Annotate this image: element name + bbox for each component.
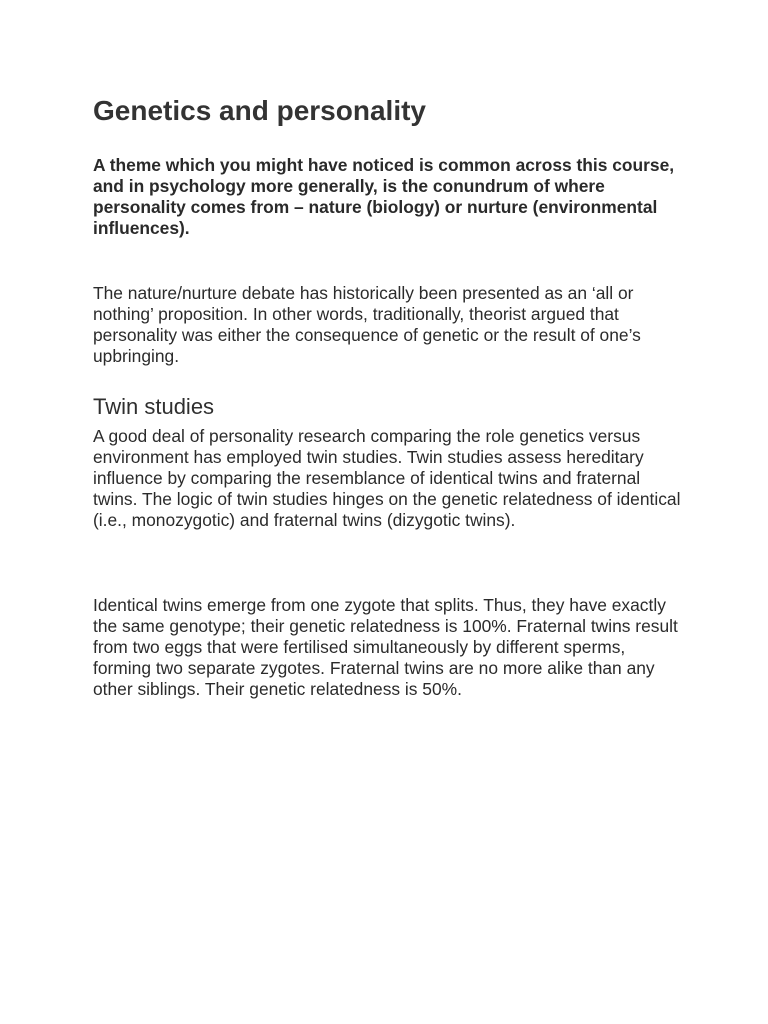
body-paragraph-twin-studies: A good deal of personality research comparing the role genetics versus environment has employed twin studies. Twin studies assess hereditary influence by comparing the resemblance of identical twins and fraternal twins. The logic of twin studies hinges on the genetic relatedness of identical (i.e., monozygotic) and fraternal twins (dizygotic twins). xyxy=(93,426,681,530)
section-heading-twin-studies: Twin studies xyxy=(93,394,215,419)
page-title: Genetics and personality xyxy=(93,95,426,126)
body-paragraph-identical-fraternal: Identical twins emerge from one zygote that splits. Thus, they have exactly the same genotype; their genetic relatedness is 100%. Fraternal twins result from two eggs that were fertilised simultaneously by different sperms, forming two separate zygotes. Fraternal twins are no more alike than any other siblings. Their genetic relatedness is 50%. xyxy=(93,595,678,699)
intro-paragraph: A theme which you might have noticed is common across this course, and in psychology more generally, is the conundrum of where personality comes from – nature (biology) or nurture (environmental influences). xyxy=(93,155,675,238)
body-paragraph-nature-nurture: The nature/nurture debate has historically been presented as an ‘all or nothing’ proposition. In other words, traditionally, theorist argued that personality was either the consequence of genetic or the result of one’s upbringing. xyxy=(93,283,641,366)
